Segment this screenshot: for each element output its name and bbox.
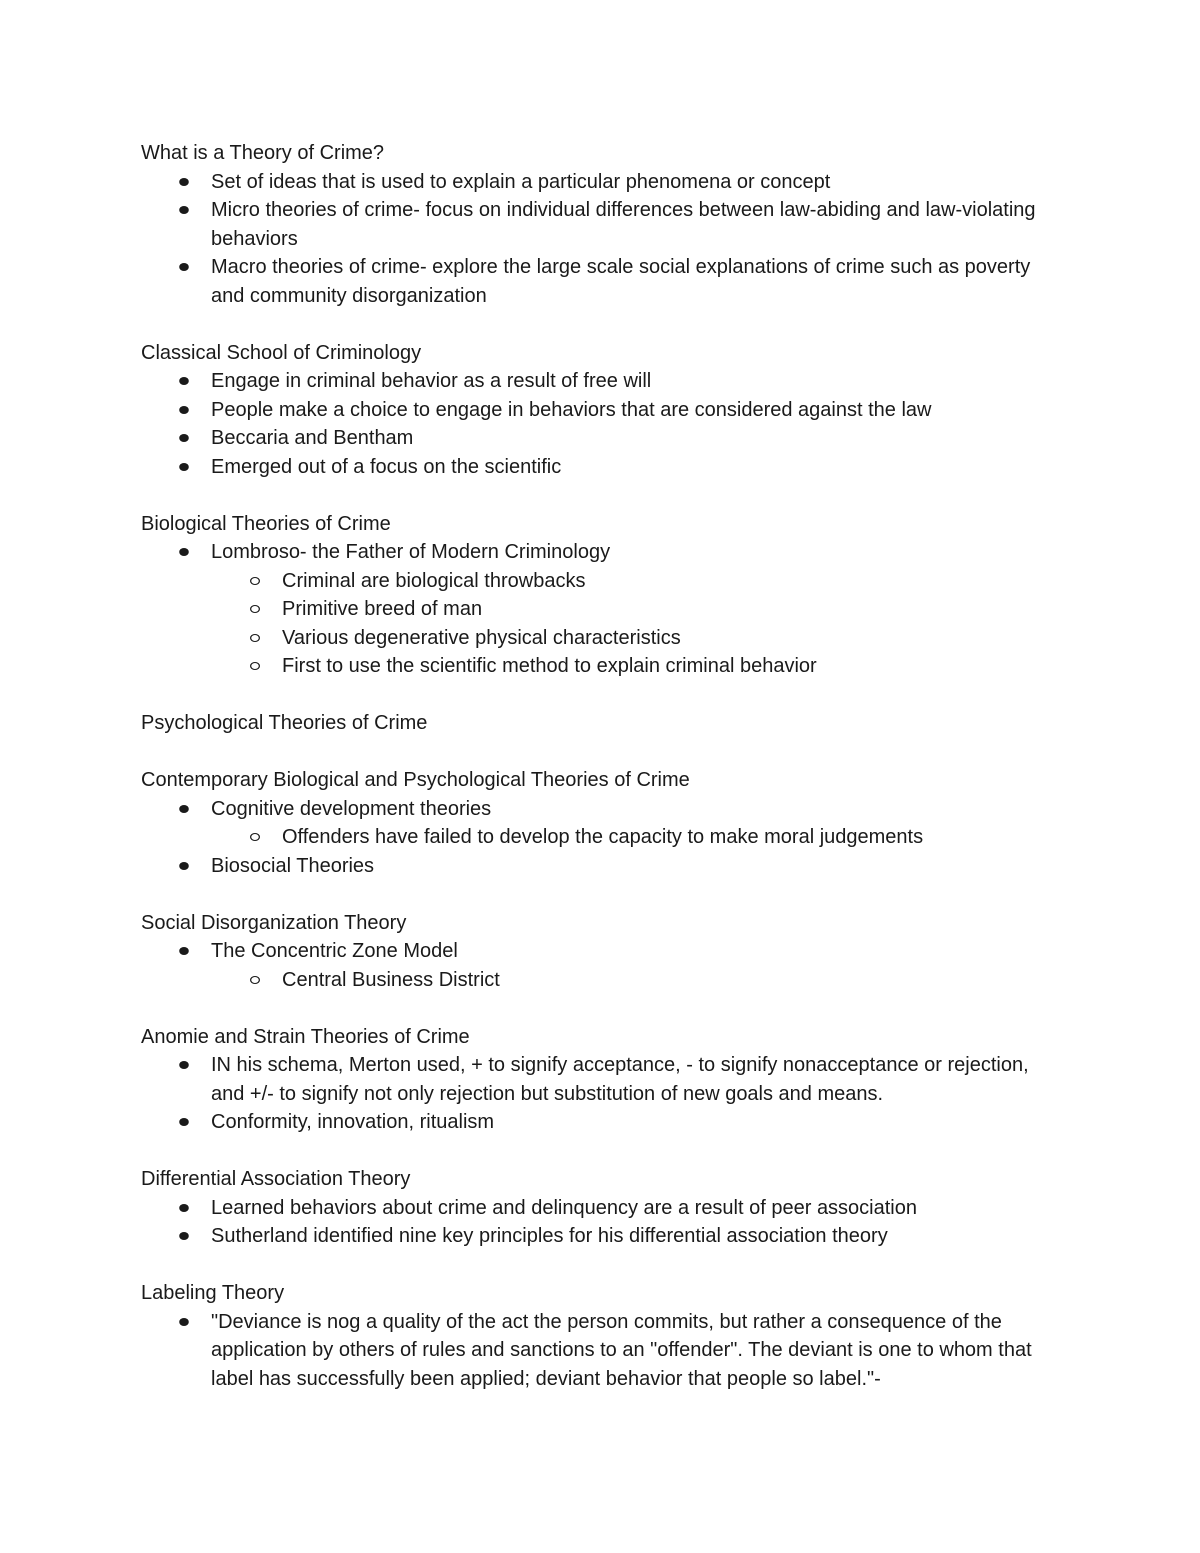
bullet-circle-icon [250, 833, 260, 841]
list-item: People make a choice to engage in behaviors that are considered against the law [141, 396, 1050, 425]
list-item: Lombroso- the Father of Modern Criminology [141, 538, 1050, 567]
bullet-circle-icon [250, 577, 260, 585]
section-heading: Social Disorganization Theory [141, 911, 407, 934]
list-item: Conformity, innovation, ritualism [141, 1108, 1050, 1137]
bullet-dot-icon [179, 1061, 189, 1069]
list-item: IN his schema, Merton used, + to signify acceptance, - to signify nonacceptance or rejection, and +/- to signify not only rejection but substitution of new goals and means. [141, 1051, 1050, 1108]
section-heading: Contemporary Biological and Psychological Theories of Crime [141, 769, 690, 791]
section-heading: Biological Theories of Crime [141, 512, 391, 535]
bullet-list [141, 937, 1050, 994]
bullet-dot-icon [179, 1232, 189, 1240]
section-theory-of-crime [141, 139, 1050, 310]
bullet-dot-icon [179, 1118, 189, 1126]
section-heading: What is a Theory of Crime? [141, 142, 385, 164]
bullet-circle-icon [250, 662, 260, 670]
section-psychological-theories [141, 709, 1050, 738]
bullet-dot-icon [179, 805, 189, 813]
sub-list-item: Various degenerative physical characteristics [141, 624, 1050, 653]
section-classical-school [141, 339, 1050, 482]
list-item: Sutherland identified nine key principles for his differential association theory [141, 1222, 1050, 1251]
bullet-dot-icon [179, 548, 189, 556]
bullet-dot-icon [179, 947, 189, 955]
list-item: Cognitive development theories [141, 795, 1050, 824]
bullet-list [141, 795, 1050, 881]
sub-list-item: First to use the scientific method to explain criminal behavior [141, 652, 1050, 681]
sub-list-item: Primitive breed of man [141, 595, 1050, 624]
bullet-dot-icon [179, 377, 189, 385]
bullet-list [141, 538, 1050, 681]
sub-list-item: Offenders have failed to develop the capacity to make moral judgements [141, 823, 1050, 852]
section-heading: Classical School of Criminology [141, 341, 422, 364]
section-labeling-theory [141, 1279, 1050, 1393]
bullet-dot-icon [179, 1204, 189, 1212]
bullet-list [141, 1194, 1050, 1251]
bullet-list [141, 367, 1050, 481]
section-anomie-strain [141, 1023, 1050, 1137]
section-biological-theories [141, 510, 1050, 681]
list-item: Engage in criminal behavior as a result of free will [141, 367, 1050, 396]
bullet-list [141, 1051, 1050, 1137]
bullet-dot-icon [179, 1318, 189, 1326]
list-item: Emerged out of a focus on the scientific [141, 453, 1050, 482]
section-heading: Differential Association Theory [141, 1168, 411, 1190]
bullet-circle-icon [250, 976, 260, 984]
list-item: Set of ideas that is used to explain a particular phenomena or concept [141, 168, 1050, 197]
section-heading: Anomie and Strain Theories of Crime [141, 1025, 470, 1048]
section-heading: Psychological Theories of Crime [141, 712, 428, 734]
bullet-list [141, 168, 1050, 311]
bullet-dot-icon [179, 406, 189, 414]
sub-list-item: Criminal are biological throwbacks [141, 567, 1050, 596]
list-item: Learned behaviors about crime and delinquency are a result of peer association [141, 1194, 1050, 1223]
bullet-dot-icon [179, 206, 189, 214]
section-differential-association [141, 1165, 1050, 1251]
list-item: Macro theories of crime- explore the large scale social explanations of crime such as poverty and community disorganization [141, 253, 1050, 310]
bullet-dot-icon [179, 178, 189, 186]
bullet-dot-icon [179, 434, 189, 442]
list-item: Micro theories of crime- focus on individual differences between law-abiding and law-violating behaviors [141, 196, 1050, 253]
bullet-dot-icon [179, 463, 189, 471]
section-contemporary-theories [141, 766, 1050, 880]
list-item: "Deviance is nog a quality of the act the person commits, but rather a consequence of the application by others of rules and sanctions to an "offender". The deviant is one to whom that label has successfully been applied; deviant behavior that people so label."- [141, 1308, 1050, 1394]
section-social-disorganization [141, 909, 1050, 995]
bullet-dot-icon [179, 263, 189, 271]
bullet-circle-icon [250, 634, 260, 642]
bullet-list [141, 1308, 1050, 1394]
sub-list-item: Central Business District [141, 966, 1050, 995]
list-item: The Concentric Zone Model [141, 937, 1050, 966]
bullet-dot-icon [179, 862, 189, 870]
list-item: Biosocial Theories [141, 852, 1050, 881]
section-heading: Labeling Theory [141, 1282, 285, 1304]
list-item: Beccaria and Bentham [141, 424, 1050, 453]
bullet-circle-icon [250, 605, 260, 613]
